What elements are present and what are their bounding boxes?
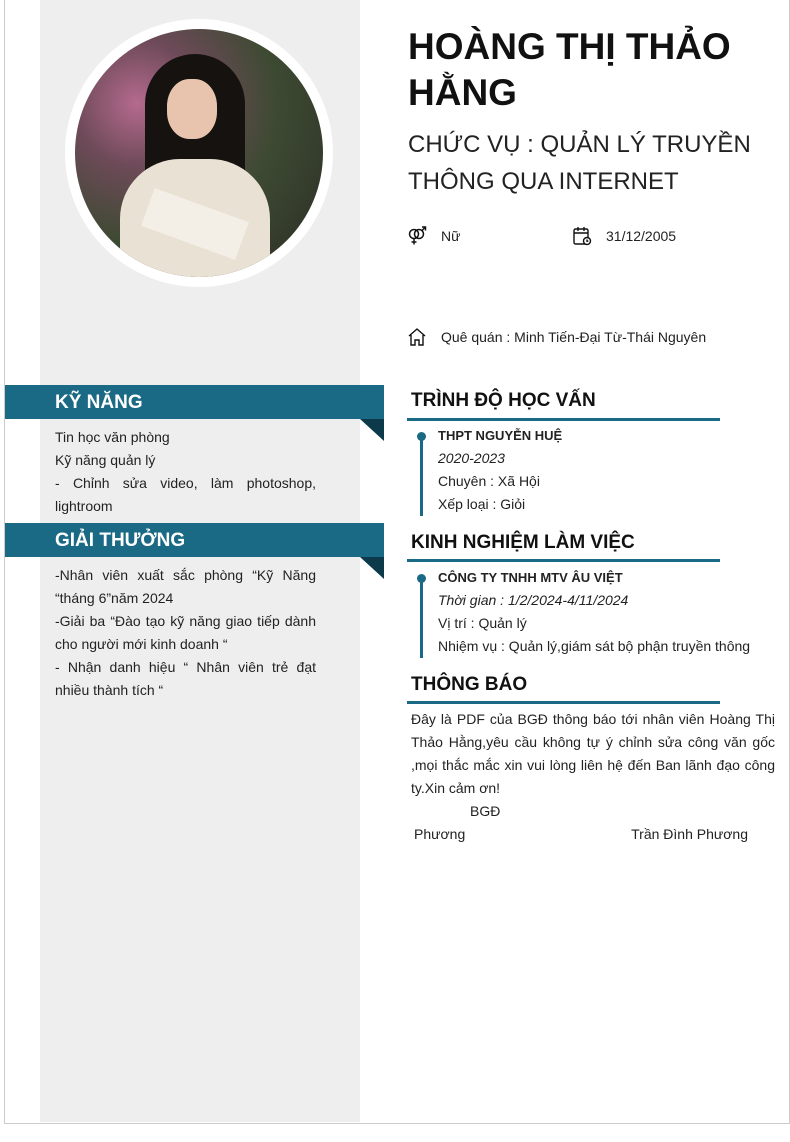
work-role: Vị trí : Quản lý <box>438 615 527 631</box>
awards-list <box>55 564 316 702</box>
school-major: Chuyên : Xã Hội <box>438 473 540 489</box>
work-period: Thời gian : 1/2/2024-4/11/2024 <box>438 592 629 608</box>
gender-icon <box>407 226 427 246</box>
banner-fold <box>360 557 384 579</box>
divider <box>407 559 720 562</box>
company-name: CÔNG TY TNHH MTV ÂU VIỆT <box>438 570 623 585</box>
home-icon <box>407 327 427 347</box>
awards-heading: GIẢI THƯỞNG <box>5 523 384 557</box>
notice-body <box>411 708 775 846</box>
skill-item: Tin học văn phòng <box>55 429 170 445</box>
hometown-info <box>407 327 706 347</box>
signature-left: Phương <box>414 826 466 842</box>
education-entry <box>420 424 562 516</box>
notice-heading: THÔNG BÁO <box>411 674 528 695</box>
birthdate-value: 31/12/2005 <box>606 228 677 244</box>
gender-info <box>407 226 460 246</box>
signer-title: BGĐ <box>470 803 501 819</box>
skill-item: Kỹ năng quản lý <box>55 452 156 468</box>
banner-fold <box>360 419 384 441</box>
divider <box>407 701 720 704</box>
school-years: 2020-2023 <box>438 450 505 466</box>
skill-item: - Chỉnh sửa video, làm photoshop, lightroom <box>55 475 316 514</box>
hometown-value: Quê quán : Minh Tiến-Đại Từ-Thái Nguyên <box>441 329 707 345</box>
signature-right: Trần Đình Phương <box>631 826 748 842</box>
award-item: -Giải ba “Đào tạo kỹ năng giao tiếp dành cho người mới kinh doanh “ <box>55 613 316 652</box>
award-item: - Nhận danh hiệu “ Nhân viên trẻ đạt nhiều thành tích “ <box>55 659 316 698</box>
skills-heading: KỸ NĂNG <box>5 385 384 419</box>
notice-text: Đây là PDF của BGĐ thông báo tới nhân viên Hoàng Thị Thảo Hằng,yêu cầu không tự ý chỉnh sửa công văn gốc ,mọi thắc mắc xin vui lòng liên hệ đến Ban lãnh đạo công ty.Xin cảm ơn! <box>411 711 775 796</box>
skills-list <box>55 426 316 518</box>
experience-entry <box>420 566 750 658</box>
full-name: HOÀNG THỊ THẢO HẰNG <box>408 26 731 113</box>
avatar <box>65 19 333 287</box>
calendar-icon <box>572 226 592 246</box>
divider <box>407 418 720 421</box>
birthdate-info <box>572 226 676 246</box>
gender-value: Nữ <box>441 228 461 244</box>
experience-heading: KINH NGHIỆM LÀM VIỆC <box>411 532 635 553</box>
education-heading: TRÌNH ĐỘ HỌC VẤN <box>411 390 596 411</box>
job-title: CHỨC VỤ : QUẢN LÝ TRUYỀN THÔNG QUA INTERNET <box>408 131 751 195</box>
award-item: -Nhân viên xuất sắc phòng “Kỹ Năng “tháng 6”năm 2024 <box>55 567 316 606</box>
school-grade: Xếp loại : Giỏi <box>438 496 526 512</box>
school-name: THPT NGUYỄN HUỆ <box>438 428 563 443</box>
work-duty: Nhiệm vụ : Quản lý,giám sát bộ phận truyền thông <box>438 638 751 654</box>
